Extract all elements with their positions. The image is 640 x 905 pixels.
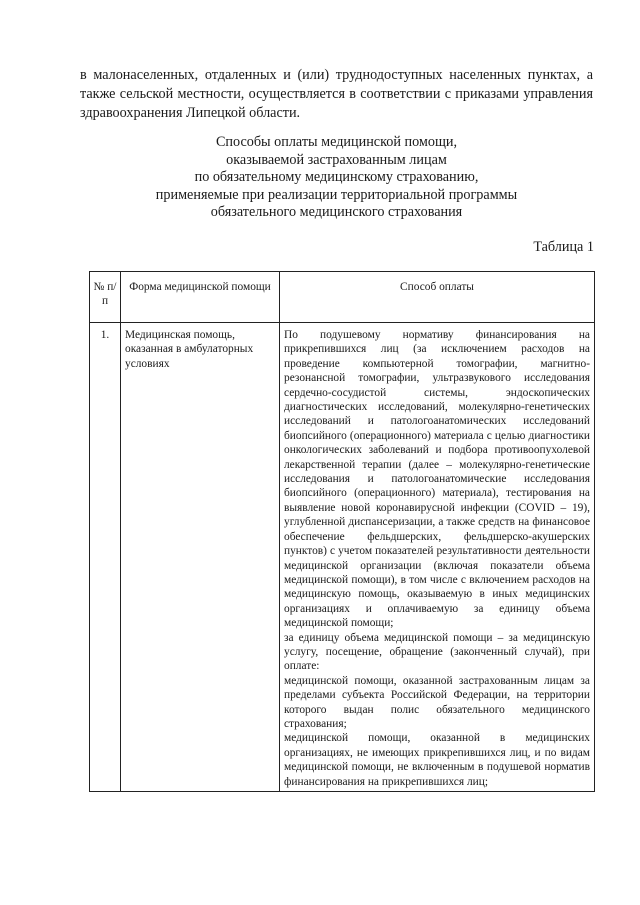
cell-number: 1.: [90, 323, 121, 792]
table-header-row: [90, 272, 595, 323]
cell-form: Медицинская помощь, оказанная в амбулаторных условиях: [121, 323, 280, 792]
heading-line: обязательного медицинского страхования: [210, 204, 463, 220]
table-number: Таблица 1: [533, 239, 594, 255]
heading-line: применяемые при реализации территориальной программы: [155, 186, 518, 203]
header-number: № п/п: [90, 272, 121, 323]
payment-methods-table: [89, 271, 595, 792]
payment-paragraph: за единицу объема медицинской помощи – за медицинскую услугу, посещение, обращение (законченный случай), при оплате:: [284, 631, 590, 673]
intro-paragraph: в малонаселенных, отдаленных и (или) труднодоступных населенных пунктах, а также сельской местности, осуществляется в соответствии с приказами управления здравоохранения Липецкой области.: [80, 67, 593, 121]
heading-line: оказываемой застрахованным лицам: [226, 151, 447, 168]
header-form: Форма медицинской помощи: [121, 272, 280, 323]
heading-line: по обязательному медицинскому страхованию,: [194, 169, 479, 185]
section-heading: [80, 134, 593, 222]
cell-payment: [280, 323, 595, 792]
header-payment: Способ оплаты: [280, 272, 595, 323]
table-row: [90, 323, 595, 792]
payment-paragraph: По подушевому нормативу финансирования на прикрепившихся лиц (за исключением расходов на проведение компьютерной томографии, магнитно-резонансной томографии, ультразвукового исследования сердечно-сосудистой системы, эндоскопических диагностических исследований, молекулярно-генетических исследований и патологоанатомических исследований биопсийного (операционного) материала с целью диагностики онкологических заболеваний и подбора противоопухолевой лекарственной терапии (далее – молекулярно-генетические исследования и патологоанатомические исследования биопсийного (операционного) материала), тестирования на выявление новой коронавирусной инфекции (COVID – 19), углубленной диспансеризации, а также средств на финансовое обеспечение фельдшерских, фельдшерско-акушерских пунктов) с учетом показателей результативности деятельности медицинской организации (включая показатели объема медицинской помощи), в том числе с включением расходов на медицинскую помощь, оказываемую в иных медицинских организациях и оплачиваемую за единицу объема медицинской помощи;: [284, 329, 590, 630]
payment-paragraph: медицинской помощи, оказанной в медицинских организациях, не имеющих прикрепившихся лиц, и по видам медицинской помощи, не включенным в подушевой норматив финансирования на прикрепившихся лиц;: [284, 732, 590, 788]
heading-line: Способы оплаты медицинской помощи,: [215, 134, 458, 150]
payment-paragraph: медицинской помощи, оказанной застрахованным лицам за пределами субъекта Российской Федерации, на территории которого выдан полис обязательного медицинского страхования;: [284, 674, 590, 730]
